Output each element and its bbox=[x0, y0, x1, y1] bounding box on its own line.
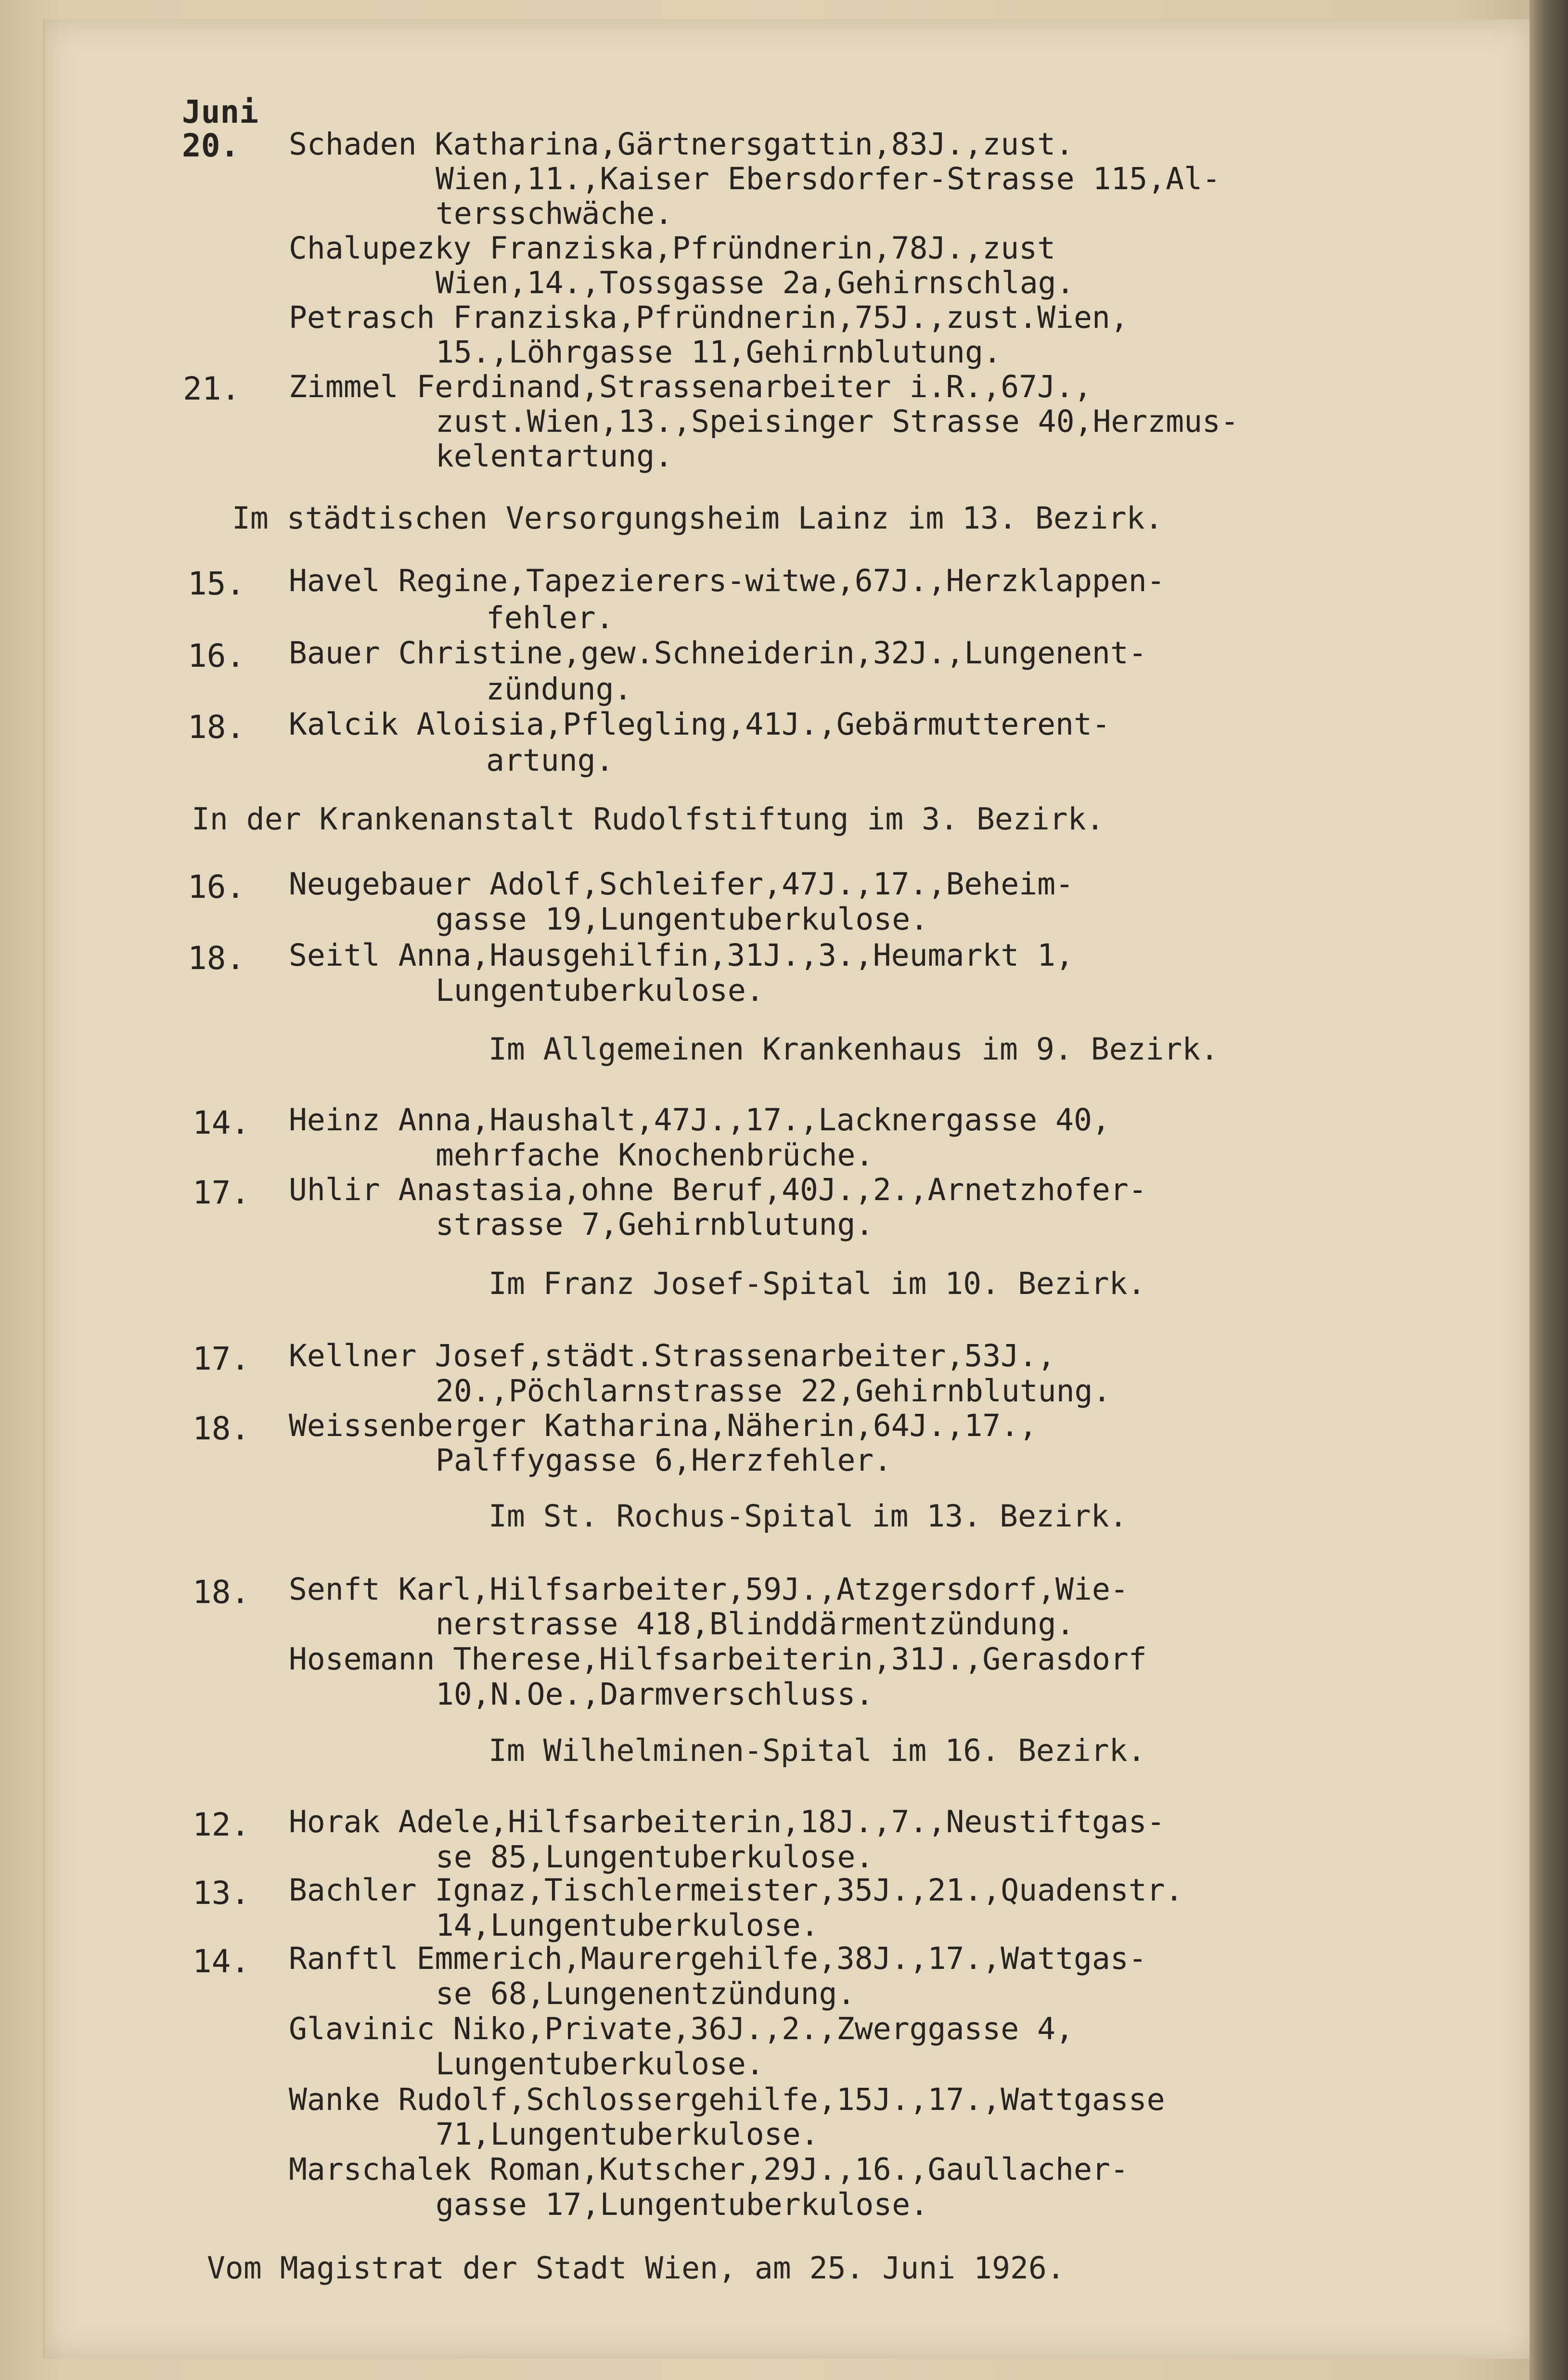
entry-line: Zimmel Ferdinand,Strassenarbeiter i.R.,67J., bbox=[289, 369, 1092, 404]
entry-line: Wanke Rudolf,Schlossergehilfe,15J.,17.,Wattgasse bbox=[289, 2082, 1165, 2117]
section-heading: Im Wilhelminen-Spital im 16. Bezirk. bbox=[488, 1733, 1146, 1768]
entry-line: se 85,Lungentuberkulose. bbox=[436, 1839, 874, 1875]
entry-line: Horak Adele,Hilfsarbeiterin,18J.,7.,Neustiftgas- bbox=[289, 1804, 1165, 1839]
entry-day: 21. bbox=[183, 370, 241, 407]
entry-line: Petrasch Franziska,Pfründnerin,75J.,zust.Wien, bbox=[289, 300, 1129, 335]
entry-line: Kellner Josef,städt.Strassenarbeiter,53J., bbox=[289, 1338, 1056, 1373]
entry-day: 17. bbox=[193, 1174, 250, 1211]
entry-line: 71,Lungentuberkulose. bbox=[436, 2117, 819, 2152]
entry-line: Bachler Ignaz,Tischlermeister,35J.,21.,Quadenstr. bbox=[289, 1873, 1183, 1908]
binding-edge bbox=[1529, 0, 1568, 2380]
entry-line: Weissenberger Katharina,Näherin,64J.,17., bbox=[289, 1408, 1038, 1443]
entry-line: gasse 17,Lungentuberkulose. bbox=[436, 2187, 929, 2222]
entry-line: Havel Regine,Tapezierers-witwe,67J.,Herzklappen- bbox=[289, 563, 1165, 598]
entry-line: fehler. bbox=[486, 600, 614, 635]
entry-day: 17. bbox=[193, 1340, 250, 1377]
entry-day: 12. bbox=[193, 1806, 250, 1843]
entry-line: Marschalek Roman,Kutscher,29J.,16.,Gaullacher- bbox=[289, 2152, 1129, 2187]
entry-line: Uhlir Anastasia,ohne Beruf,40J.,2.,Arnetzhofer- bbox=[289, 1172, 1147, 1207]
entry-day: 18. bbox=[188, 940, 245, 977]
entry-day: 13. bbox=[193, 1875, 250, 1912]
entry-line: artung. bbox=[486, 743, 614, 778]
section-heading: Im Franz Josef-Spital im 10. Bezirk. bbox=[488, 1266, 1146, 1301]
entry-line: 14,Lungentuberkulose. bbox=[436, 1908, 819, 1943]
entry-line: Chalupezky Franziska,Pfründnerin,78J.,zust bbox=[289, 231, 1056, 266]
entry-day: 16. bbox=[188, 868, 245, 905]
entry-line: gasse 19,Lungentuberkulose. bbox=[436, 902, 929, 937]
entry-day: 20. bbox=[182, 127, 240, 164]
entry-line: Schaden Katharina,Gärtnersgattin,83J.,zust. bbox=[289, 127, 1074, 162]
section-heading: Im St. Rochus-Spital im 13. Bezirk. bbox=[488, 1499, 1128, 1534]
entry-line: strasse 7,Gehirnblutung. bbox=[436, 1207, 874, 1242]
entry-day: 14. bbox=[193, 1943, 250, 1980]
entry-line: nerstrasse 418,Blinddärmentzündung. bbox=[436, 1606, 1075, 1642]
entry-day: 14. bbox=[193, 1104, 250, 1141]
entry-line: Lungentuberkulose. bbox=[436, 2046, 764, 2082]
month-label: Juni bbox=[182, 93, 258, 130]
entry-line: Bauer Christine,gew.Schneiderin,32J.,Lungenent- bbox=[289, 635, 1147, 671]
entry-line: Kalcik Aloisia,Pflegling,41J.,Gebärmutterent- bbox=[289, 707, 1110, 742]
entry-line: kelentartung. bbox=[436, 439, 673, 474]
section-heading: Im Allgemeinen Krankenhaus im 9. Bezirk. bbox=[488, 1032, 1219, 1067]
section-heading: Im städtischen Versorgungsheim Lainz im 13. Bezirk. bbox=[232, 501, 1163, 536]
entry-line: Wien,14.,Tossgasse 2a,Gehirnschlag. bbox=[436, 265, 1075, 300]
entry-day: 18. bbox=[193, 1410, 250, 1447]
entry-line: Seitl Anna,Hausgehilfin,31J.,3.,Heumarkt 1, bbox=[289, 938, 1074, 973]
entry-line: Heinz Anna,Haushalt,47J.,17.,Lacknergasse 40, bbox=[289, 1102, 1110, 1138]
entry-line: 15.,Löhrgasse 11,Gehirnblutung. bbox=[436, 335, 1002, 370]
entry-line: zündung. bbox=[486, 672, 632, 707]
entry-line: Lungentuberkulose. bbox=[436, 973, 764, 1008]
section-heading: In der Krankenanstalt Rudolfstiftung im 3. Bezirk. bbox=[192, 802, 1105, 837]
entry-day: 18. bbox=[193, 1574, 250, 1611]
entry-line: Neugebauer Adolf,Schleifer,47J.,17.,Beheim- bbox=[289, 867, 1074, 902]
entry-line: Glavinic Niko,Private,36J.,2.,Zwerggasse 4, bbox=[289, 2011, 1074, 2046]
entry-day: 15. bbox=[188, 565, 245, 602]
entry-line: 20.,Pöchlarnstrasse 22,Gehirnblutung. bbox=[436, 1373, 1111, 1409]
entry-day: 18. bbox=[188, 709, 245, 746]
entry-line: se 68,Lungenentzündung. bbox=[436, 1976, 856, 2011]
entry-line: tersschwäche. bbox=[436, 196, 673, 231]
entry-line: zust.Wien,13.,Speisinger Strasse 40,Herzmus- bbox=[436, 404, 1239, 439]
entry-line: Ranftl Emmerich,Maurergehilfe,38J.,17.,Wattgas- bbox=[289, 1941, 1147, 1976]
entry-line: Senft Karl,Hilfsarbeiter,59J.,Atzgersdorf,Wie- bbox=[289, 1572, 1129, 1607]
entry-line: 10,N.Oe.,Darmverschluss. bbox=[436, 1677, 874, 1712]
closing-line: Vom Magistrat der Stadt Wien, am 25. Juni 1926. bbox=[207, 2251, 1065, 2286]
entry-line: Wien,11.,Kaiser Ebersdorfer-Strasse 115,Al- bbox=[436, 161, 1221, 196]
entry-day: 16. bbox=[188, 637, 245, 674]
entry-line: Hosemann Therese,Hilfsarbeiterin,31J.,Gerasdorf bbox=[289, 1642, 1147, 1677]
entry-line: mehrfache Knochenbrüche. bbox=[436, 1138, 874, 1173]
entry-line: Palffygasse 6,Herzfehler. bbox=[436, 1443, 892, 1478]
